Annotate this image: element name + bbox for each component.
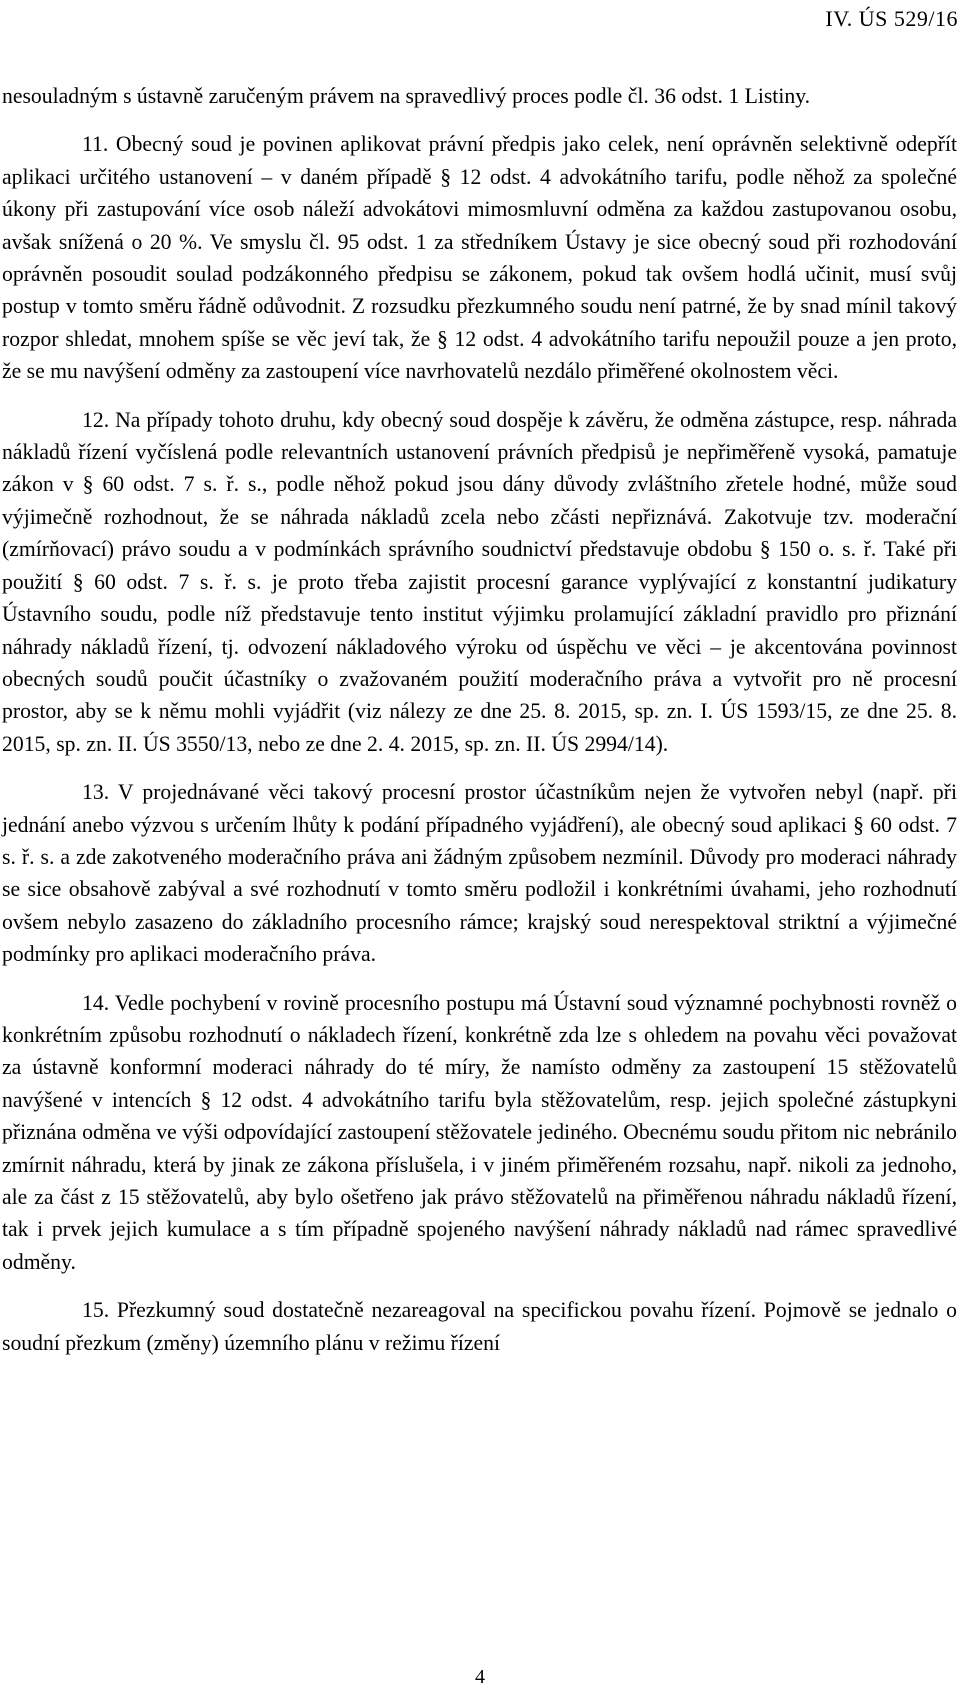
paragraph-14: 14. Vedle pochybení v rovině procesního postupu má Ústavní soud významné pochybnosti rovněž o konkrétním způsobu rozhodnutí o nákladech řízení, konkrétně zda lze s ohledem na povahu věci považovat za ústavně konformní moderaci náhrady do té míry, že namísto odměny za zastoupení 15 stěžovatelů navýšené v intencích § 12 odst. 4 advokátního tarifu byla stěžovatelům, resp. jejich společné zástupkyni přiznána odměna ve výši odpovídající zastoupení stěžovatele jediného. Obecnému soudu přitom nic nebránilo zmírnit náhradu, která by jinak ze zákona příslušela, i v jiném přiměřeném rozsahu, např. nikoli za jednoho, ale za část z 15 stěžovatelů, aby bylo ošetřeno jak právo stěžovatelů na přiměřenou náhradu nákladů řízení, tak i prvek jejich kumulace a s tím případně spojeného navýšení náhrady nákladů nad rámec spravedlivé odměny. bbox=[2, 990, 957, 1274]
paragraph-continuation: nesouladným s ústavně zaručeným právem na spravedlivý proces podle čl. 36 odst. 1 Listiny. bbox=[2, 84, 811, 108]
page-number: 4 bbox=[475, 1666, 485, 1688]
paragraph-12: 12. Na případy tohoto druhu, kdy obecný soud dospěje k závěru, že odměna zástupce, resp. náhrada nákladů řízení vyčíslená podle relevantních ustanovení právních předpisů je nepřiměřeně vysoká, pamatuje zákon v § 60 odst. 7 s. ř. s., podle něhož pokud jsou dány důvody zvláštního zřetele hodné, může soud výjimečně rozhodnout, že se náhrada nákladů zcela nebo zčásti nepřiznává. Zakotvuje tzv. moderační (zmírňovací) právo soudu a v podmínkách správního soudnictví představuje obdobu § 150 o. s. ř. Také při použití § 60 odst. 7 s. ř. s. je proto třeba zajistit procesní garance vyplývající z konstantní judikatury Ústavního soudu, podle níž představuje tento institut výjimku prolamující základní pravidlo pro přiznání náhrady nákladů řízení, tj. odvození nákladového výroku od úspěchu ve věci – je akcentována povinnost obecných soudů poučit účastníky o zvažovaném použití moderačního práva a vytvořit pro ně procesní prostor, aby se k němu mohli vyjádřit (viz nálezy ze dne 25. 8. 2015, sp. zn. I. ÚS 1593/15, ze dne 25. 8. 2015, sp. zn. II. ÚS 3550/13, nebo ze dne 2. 4. 2015, sp. zn. II. ÚS 2994/14). bbox=[2, 407, 957, 756]
paragraph-11: 11. Obecný soud je povinen aplikovat právní předpis jako celek, není oprávněn selektivně odepřít aplikaci určitého ustanovení – v daném případě § 12 odst. 4 advokátního tarifu, podle něhož za společné úkony při zastupování více osob náleží advokátovi mimosmluvní odměna za každou zastupovanou osobu, avšak snížená o 20 %. Ve smyslu čl. 95 odst. 1 za středníkem Ústavy je sice obecný soud při rozhodování oprávněn posoudit soulad podzákonného předpisu se zákonem, pokud tak ovšem hodlá učinit, musí svůj postup v tomto směru řádně odůvodnit. Z rozsudku přezkumného soudu není patrné, že by snad mínil takový rozpor shledat, mnohem spíše se věc jeví tak, že § 12 odst. 4 advokátního tarifu nepoužil pouze a jen proto, že se mu navýšení odměny za zastoupení více navrhovatelů nezdálo přiměřené okolnostem věci. bbox=[2, 132, 957, 384]
paragraph-15: 15. Přezkumný soud dostatečně nezareagoval na specifickou povahu řízení. Pojmově se jednalo o soudní přezkum (změny) územního plánu v režimu řízení bbox=[2, 1298, 957, 1355]
paragraph-13: 13. V projednávané věci takový procesní prostor účastníkům nejen že vytvořen nebyl (např. při jednání anebo výzvou s určením lhůty k podání případného vyjádření), ale obecný soud aplikaci § 60 odst. 7 s. ř. s. a zde zakotveného moderačního práva ani žádným způsobem nezmínil. Důvody pro moderaci náhrady se sice obsahově zabýval a své rozhodnutí v tomto směru podložil i konkrétními úvahami, jeho rozhodnutí ovšem nebylo zasazeno do základního procesního rámce; krajský soud nerespektoval striktní a výjimečné podmínky pro aplikaci moderačního práva. bbox=[2, 780, 957, 967]
document-body bbox=[2, 80, 957, 1359]
page-header: IV. ÚS 529/16 bbox=[825, 6, 958, 31]
